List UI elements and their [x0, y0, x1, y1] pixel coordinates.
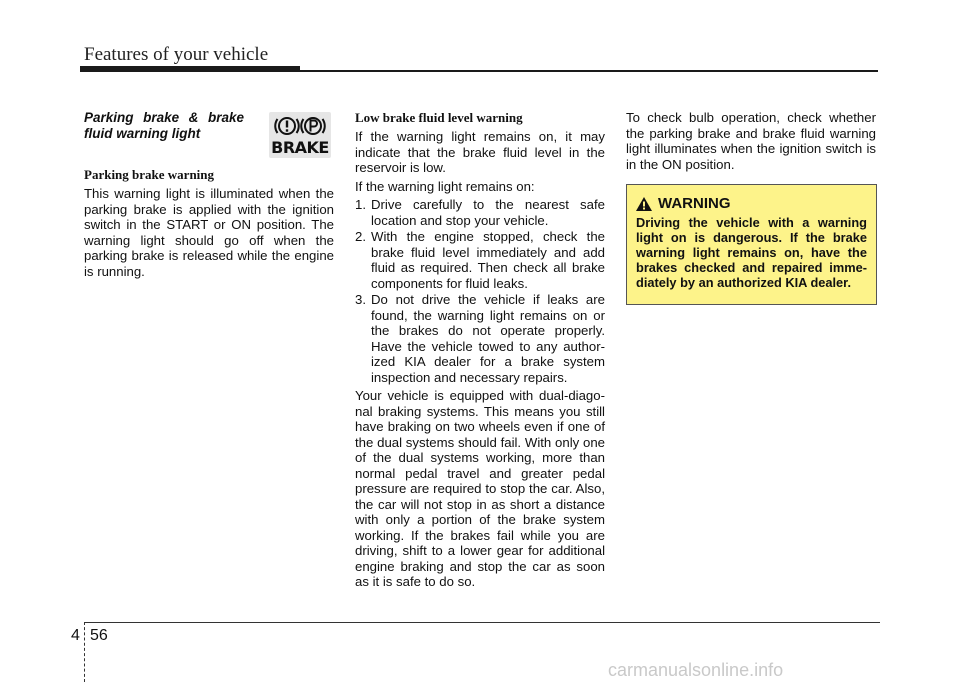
right-column: [626, 110, 876, 175]
warning-title: WARNING: [658, 195, 731, 212]
page-header-title: Features of your vehicle: [84, 44, 269, 65]
warning-header: [636, 195, 867, 212]
warning-box: [626, 184, 877, 305]
brake-icon-label: BRAKE: [271, 138, 329, 157]
header-bar: [80, 66, 300, 72]
warning-text: Driving the vehicle with a warning light on is dangerous. If the brake warning light remains on, have the brakes checked and repaired imme-diately by an authorized KIA dealer.: [636, 215, 867, 290]
list-item: 2. With the engine stopped, check the brake fluid level immediately and add fluid as required. Then check all brake components for fluid leaks.: [355, 229, 605, 291]
fluid-paragraph-1: If the warning light remains on, it may indicate that the brake fluid level in the reservoir is low.: [355, 129, 605, 175]
chapter-number: 4: [71, 627, 80, 644]
brake-warning-icon: [269, 112, 331, 158]
fluid-paragraph-2: If the warning light remains on:: [355, 178, 535, 194]
section-title: Parking brake & brake fluid warning light: [84, 110, 244, 141]
fluid-steps-list: [355, 197, 605, 385]
list-item: 1. Drive carefully to the nearest safe location and stop your vehicle.: [355, 197, 605, 228]
footer-rule: [84, 622, 880, 623]
footer-divider: [84, 622, 86, 682]
warning-triangle-icon: [636, 197, 652, 211]
middle-column: [355, 110, 605, 593]
header-rule: [300, 70, 878, 72]
low-brake-fluid-subhead: Low brake fluid level warning: [355, 110, 523, 125]
parking-brake-subhead: Parking brake warning: [84, 167, 215, 182]
watermark-text: carmanualsonline.info: [608, 660, 784, 680]
dual-braking-paragraph: Your vehicle is equipped with dual-diago-nal braking systems. This means you still have braking on two wheels even if one of the dual systems should fail. With only one of the dual systems working, more than normal pedal travel and greater pedal pressure are required to stop the car. Also, the car will not stop in as short a distance with only a portion of the brake system working. If the brakes fail while you are driving, shift to a lower gear for additional engine braking and stop the car as soon as it is safe to do so.: [355, 388, 605, 589]
bulb-check-paragraph: To check bulb operation, check whether the parking brake and brake fluid warning light illuminates when the ignition switch is in the ON position.: [626, 110, 876, 172]
list-item: 3. Do not drive the vehicle if leaks are found, the warning light remains on or the brakes do not operate properly. Have the vehicle towed to any author-ized KIA dealer for a brake system inspection and necessary repairs.: [355, 292, 605, 385]
parking-brake-body: This warning light is illuminated when the parking brake is applied with the ignition switch in the START or ON position. The warning light should go off when the parking brake is released while the engine is running.: [84, 186, 334, 279]
page-number: 56: [90, 627, 108, 644]
